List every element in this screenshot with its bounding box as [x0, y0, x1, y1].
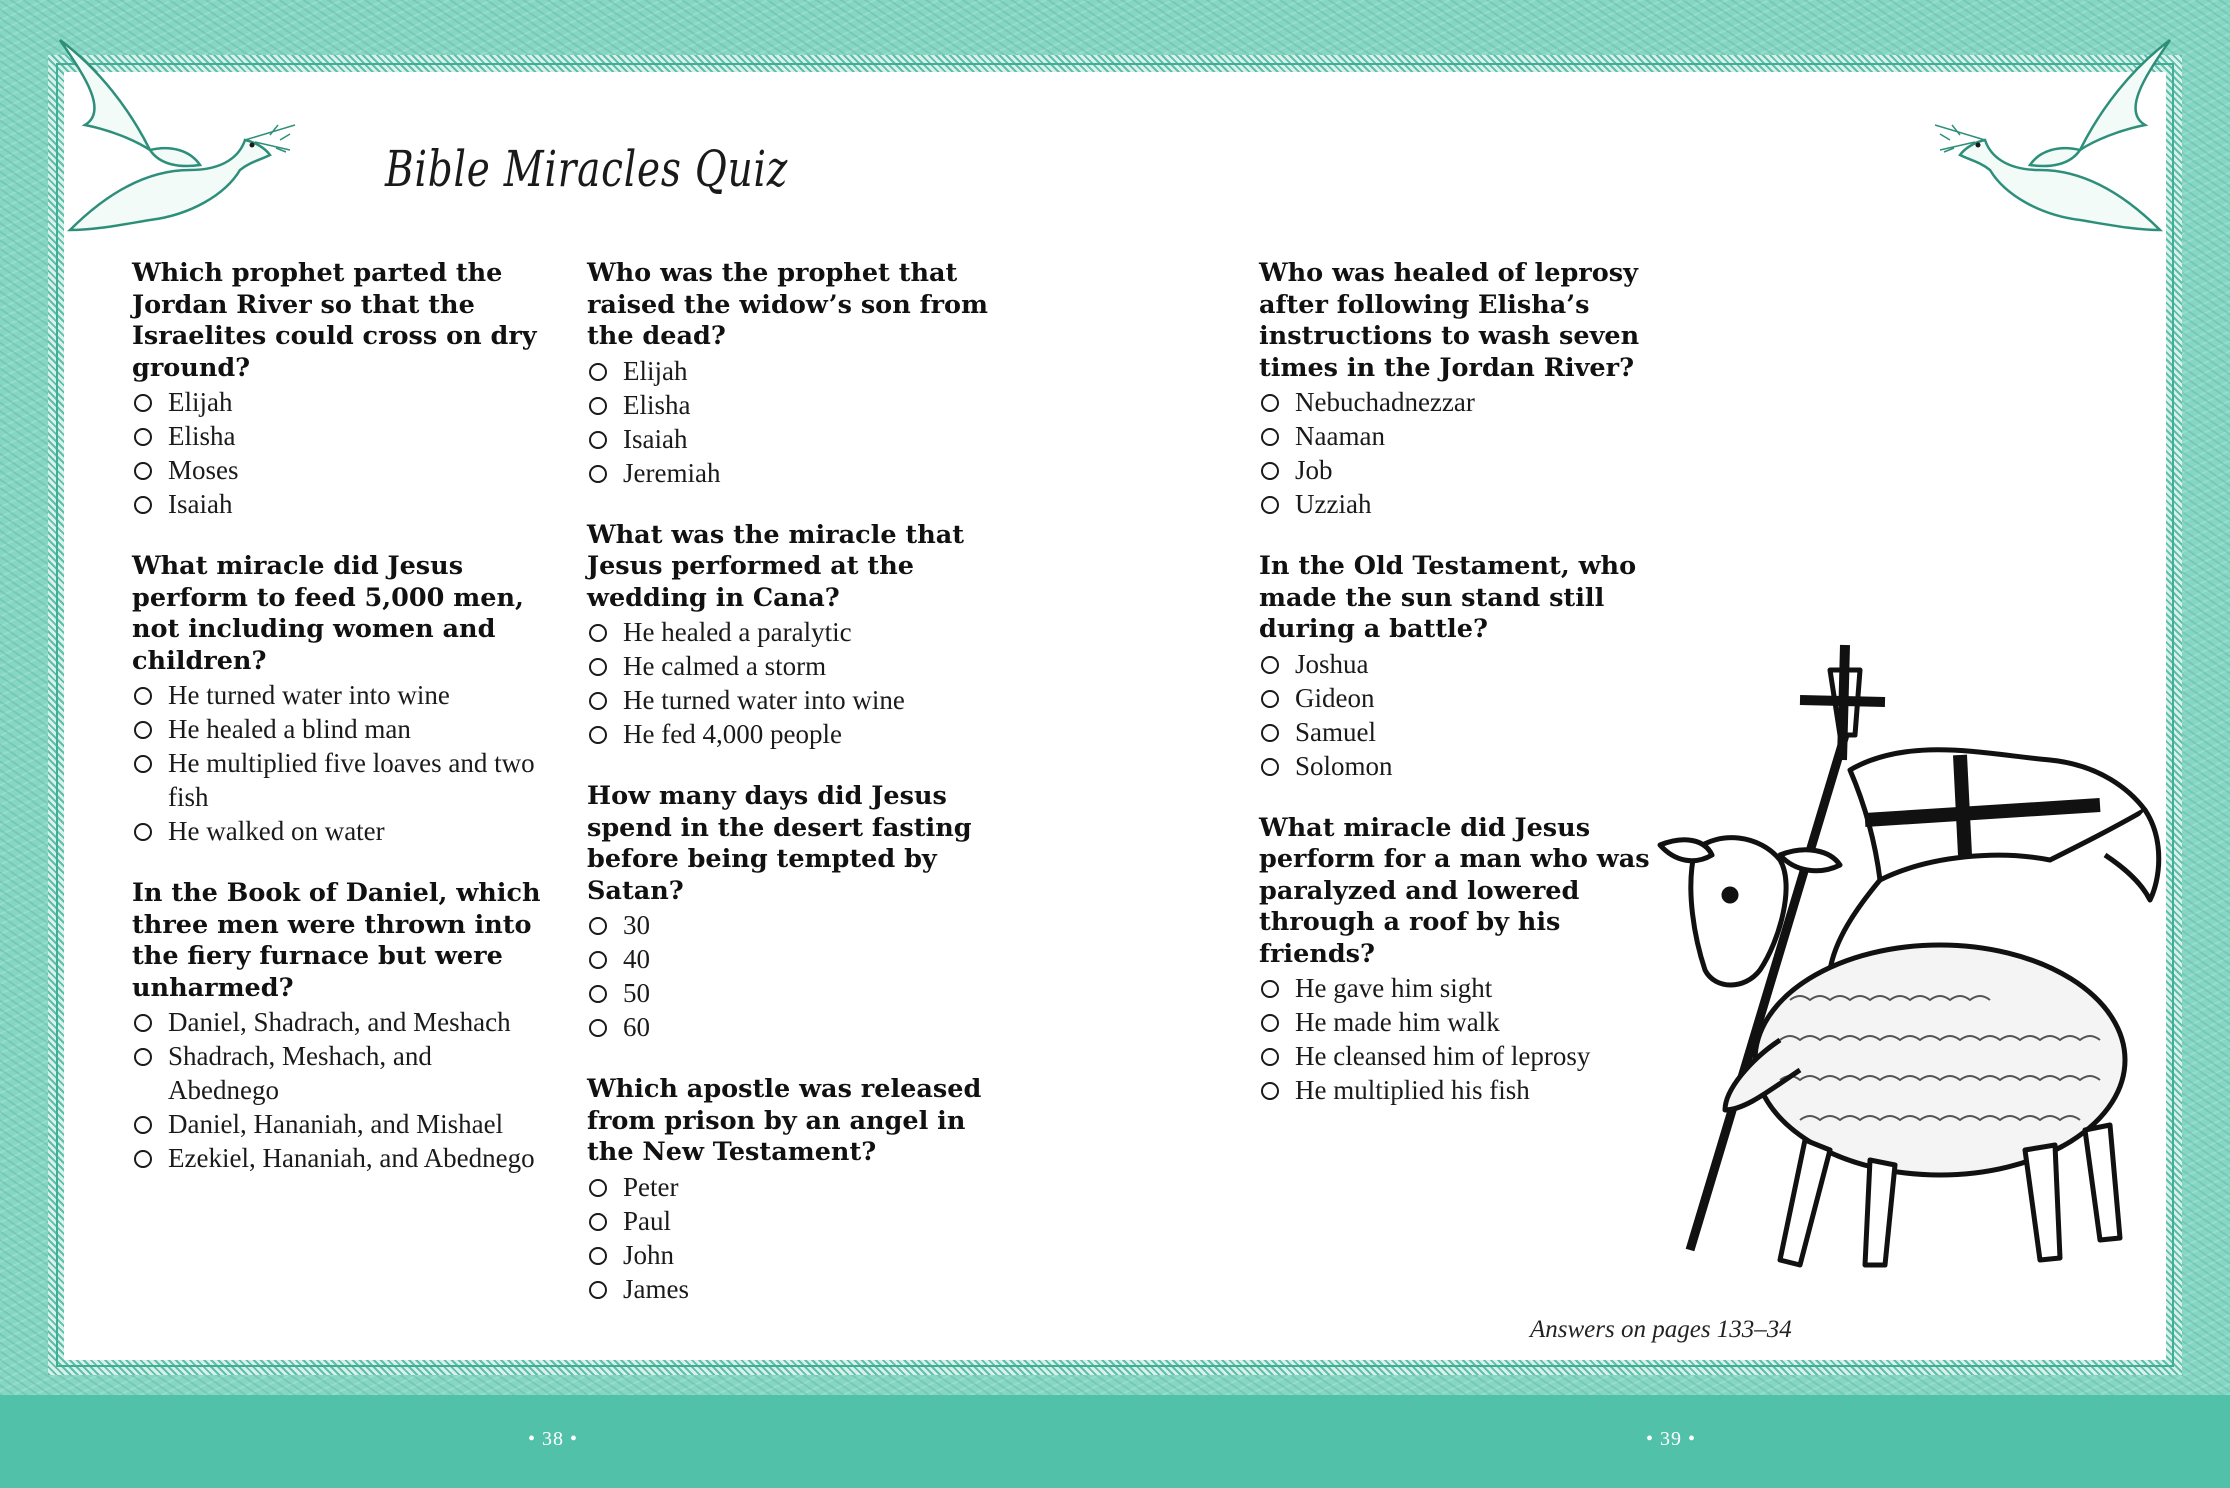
radio-circle-icon[interactable]: [1261, 496, 1279, 514]
answer-option[interactable]: [132, 1107, 542, 1141]
radio-circle-icon[interactable]: [589, 1213, 607, 1231]
options-list: [1259, 385, 1654, 521]
radio-circle-icon[interactable]: [589, 624, 607, 642]
answer-option[interactable]: [132, 419, 542, 453]
option-label: Gideon: [1295, 682, 1375, 713]
answer-option[interactable]: [1259, 681, 1654, 715]
radio-circle-icon[interactable]: [589, 985, 607, 1003]
radio-circle-icon[interactable]: [1261, 1048, 1279, 1066]
radio-circle-icon[interactable]: [134, 1116, 152, 1134]
radio-circle-icon[interactable]: [589, 431, 607, 449]
answer-option[interactable]: [587, 1204, 997, 1238]
radio-circle-icon[interactable]: [134, 428, 152, 446]
answer-option[interactable]: [587, 388, 997, 422]
radio-circle-icon[interactable]: [589, 692, 607, 710]
question-text: Who was the prophet that raised the widow’s son from the dead?: [587, 258, 989, 351]
radio-circle-icon[interactable]: [134, 755, 152, 773]
radio-circle-icon[interactable]: [589, 951, 607, 969]
radio-circle-icon[interactable]: [1261, 1014, 1279, 1032]
dove-right-icon: [1930, 30, 2190, 250]
quiz-column-3: [1259, 258, 1654, 1137]
page-title: Bible Miracles Quiz: [385, 140, 789, 198]
answer-option[interactable]: [1259, 971, 1654, 1005]
option-label: Elisha: [168, 421, 236, 451]
option-label: Peter: [623, 1171, 679, 1202]
question-text: Which apostle was released from prison by an angel in the New Testament?: [587, 1074, 982, 1167]
question-block: [587, 781, 997, 1044]
answer-option[interactable]: [132, 487, 542, 521]
question-block: [1259, 813, 1654, 1108]
radio-circle-icon[interactable]: [134, 496, 152, 514]
radio-circle-icon[interactable]: [589, 397, 607, 415]
question-text: What was the miracle that Jesus performed at the wedding in Cana?: [587, 519, 965, 613]
option-label: Naaman: [1295, 421, 1385, 451]
radio-circle-icon[interactable]: [589, 658, 607, 676]
dove-left-icon: [40, 30, 300, 250]
answer-option[interactable]: [1259, 453, 1654, 487]
radio-circle-icon[interactable]: [589, 726, 607, 744]
question-block: [587, 520, 997, 752]
option-label: He turned water into wine: [168, 680, 450, 710]
radio-circle-icon[interactable]: [589, 363, 607, 381]
question-text: In the Book of Daniel, which three men were thrown into the fiery furnace but were unharmed?: [132, 878, 541, 1003]
answer-option[interactable]: [587, 422, 997, 456]
question-block: [1259, 551, 1654, 783]
answer-option[interactable]: [132, 814, 542, 848]
option-label: Ezekiel, Hananiah, and Abednego: [168, 1143, 535, 1173]
option-label: Elisha: [623, 389, 691, 420]
radio-circle-icon[interactable]: [134, 1014, 152, 1032]
page-number-left: • 38 •: [528, 1428, 579, 1450]
answer-option[interactable]: [587, 1272, 997, 1306]
options-list: [1259, 647, 1654, 783]
quiz-column-2: [587, 258, 997, 1336]
quiz-column-1: [132, 258, 542, 1205]
option-label: He turned water into wine: [623, 685, 905, 715]
option-label: Isaiah: [168, 489, 233, 519]
options-list: [587, 615, 997, 751]
option-label: Job: [1295, 455, 1333, 485]
radio-circle-icon[interactable]: [1261, 656, 1279, 674]
answer-option[interactable]: [1259, 385, 1654, 419]
question-block: [132, 551, 542, 848]
answers-note: Answers on pages 133–34: [1530, 1316, 1792, 1343]
radio-circle-icon[interactable]: [134, 721, 152, 739]
answer-option[interactable]: [587, 615, 997, 649]
option-label: Samuel: [1295, 716, 1376, 747]
answer-option[interactable]: [1259, 1005, 1654, 1039]
answer-option[interactable]: [587, 683, 997, 717]
question-text: What miracle did Jesus perform for a man who was paralyzed and lowered through a roof by his friends?: [1259, 812, 1650, 969]
answer-option[interactable]: [132, 385, 542, 419]
answer-option[interactable]: [587, 908, 997, 942]
radio-circle-icon[interactable]: [1261, 1082, 1279, 1100]
answer-option[interactable]: [132, 453, 542, 487]
radio-circle-icon[interactable]: [134, 394, 152, 412]
radio-circle-icon[interactable]: [1261, 394, 1279, 412]
option-label: 50: [623, 978, 650, 1008]
option-label: He multiplied five loaves and two fish: [168, 748, 535, 812]
option-label: 40: [623, 944, 650, 974]
option-label: Daniel, Hananiah, and Mishael: [168, 1109, 504, 1139]
radio-circle-icon[interactable]: [134, 1048, 152, 1066]
question-text: How many days did Jesus spend in the desert fasting before being tempted by Satan?: [587, 781, 972, 906]
answer-option[interactable]: [132, 1141, 542, 1175]
radio-circle-icon[interactable]: [1261, 758, 1279, 776]
answer-option[interactable]: [1259, 749, 1654, 783]
answer-option[interactable]: [587, 942, 997, 976]
question-block: [1259, 258, 1654, 521]
radio-circle-icon[interactable]: [134, 462, 152, 480]
question-text: What miracle did Jesus perform to feed 5,000 men, not including women and children?: [132, 551, 524, 676]
question-block: [132, 258, 542, 521]
option-label: Uzziah: [1295, 489, 1372, 519]
option-label: He multiplied his fish: [1295, 1075, 1530, 1105]
lamb-with-cross-banner-icon: [1630, 640, 2190, 1280]
answer-option[interactable]: [587, 976, 997, 1010]
answer-option[interactable]: [587, 717, 997, 751]
radio-circle-icon[interactable]: [1261, 980, 1279, 998]
answer-option[interactable]: [132, 712, 542, 746]
radio-circle-icon[interactable]: [1261, 724, 1279, 742]
option-label: Elijah: [623, 355, 688, 386]
answer-option[interactable]: [1259, 647, 1654, 681]
option-label: He healed a paralytic: [623, 617, 852, 647]
radio-circle-icon[interactable]: [1261, 690, 1279, 708]
question-text: Which prophet parted the Jordan River so that the Israelites could cross on dry ground?: [132, 258, 537, 383]
page-number-right: • 39 •: [1646, 1428, 1697, 1450]
option-label: 60: [623, 1012, 650, 1042]
option-label: Paul: [623, 1205, 672, 1236]
answer-option[interactable]: [587, 1010, 997, 1044]
radio-circle-icon[interactable]: [589, 917, 607, 935]
option-label: Daniel, Shadrach, and Meshach: [168, 1007, 511, 1037]
option-label: He fed 4,000 people: [623, 719, 842, 749]
option-label: Shadrach, Meshach, and Abednego: [168, 1041, 432, 1105]
options-list: [587, 1170, 997, 1306]
option-label: John: [623, 1239, 675, 1270]
option-label: 30: [623, 910, 650, 940]
option-label: He healed a blind man: [168, 714, 411, 744]
answer-option[interactable]: [587, 354, 997, 388]
option-label: Jeremiah: [623, 457, 721, 488]
radio-circle-icon[interactable]: [1261, 428, 1279, 446]
radio-circle-icon[interactable]: [134, 823, 152, 841]
question-text: In the Old Testament, who made the sun stand still during a battle?: [1259, 551, 1637, 644]
answer-option[interactable]: [1259, 419, 1654, 453]
options-list: [132, 678, 542, 848]
answer-option[interactable]: [132, 1005, 542, 1039]
option-label: He gave him sight: [1295, 973, 1493, 1003]
option-label: Joshua: [1295, 648, 1369, 679]
radio-circle-icon[interactable]: [589, 1281, 607, 1299]
option-label: James: [623, 1273, 689, 1304]
answer-option[interactable]: [1259, 1039, 1654, 1073]
options-list: [132, 1005, 542, 1175]
question-text: Who was healed of leprosy after following Elisha’s instructions to wash seven times in the Jordan River?: [1259, 258, 1640, 383]
option-label: Elijah: [168, 387, 233, 417]
options-list: [587, 354, 997, 490]
answer-option[interactable]: [132, 1039, 542, 1107]
radio-circle-icon[interactable]: [589, 465, 607, 483]
answer-option[interactable]: [587, 649, 997, 683]
options-list: [1259, 971, 1654, 1107]
answer-option[interactable]: [587, 456, 997, 490]
option-label: He walked on water: [168, 816, 385, 846]
radio-circle-icon[interactable]: [589, 1247, 607, 1265]
option-label: Nebuchadnezzar: [1295, 387, 1475, 417]
radio-circle-icon[interactable]: [589, 1019, 607, 1037]
radio-circle-icon[interactable]: [589, 1179, 607, 1197]
bottom-band: [0, 1395, 2230, 1488]
radio-circle-icon[interactable]: [134, 1150, 152, 1168]
answer-option[interactable]: [132, 678, 542, 712]
option-label: Solomon: [1295, 750, 1393, 781]
question-block: [587, 1074, 997, 1306]
radio-circle-icon[interactable]: [134, 687, 152, 705]
answer-option[interactable]: [1259, 715, 1654, 749]
answer-option[interactable]: [587, 1238, 997, 1272]
answer-option[interactable]: [132, 746, 542, 814]
option-label: He made him walk: [1295, 1007, 1500, 1037]
option-label: Isaiah: [623, 423, 688, 454]
question-block: [587, 258, 997, 490]
option-label: Moses: [168, 455, 239, 485]
answer-option[interactable]: [1259, 1073, 1654, 1107]
option-label: He calmed a storm: [623, 651, 827, 681]
radio-circle-icon[interactable]: [1261, 462, 1279, 480]
option-label: He cleansed him of leprosy: [1295, 1041, 1591, 1071]
options-list: [132, 385, 542, 521]
answer-option[interactable]: [1259, 487, 1654, 521]
answer-option[interactable]: [587, 1170, 997, 1204]
question-block: [132, 878, 542, 1175]
options-list: [587, 908, 997, 1044]
